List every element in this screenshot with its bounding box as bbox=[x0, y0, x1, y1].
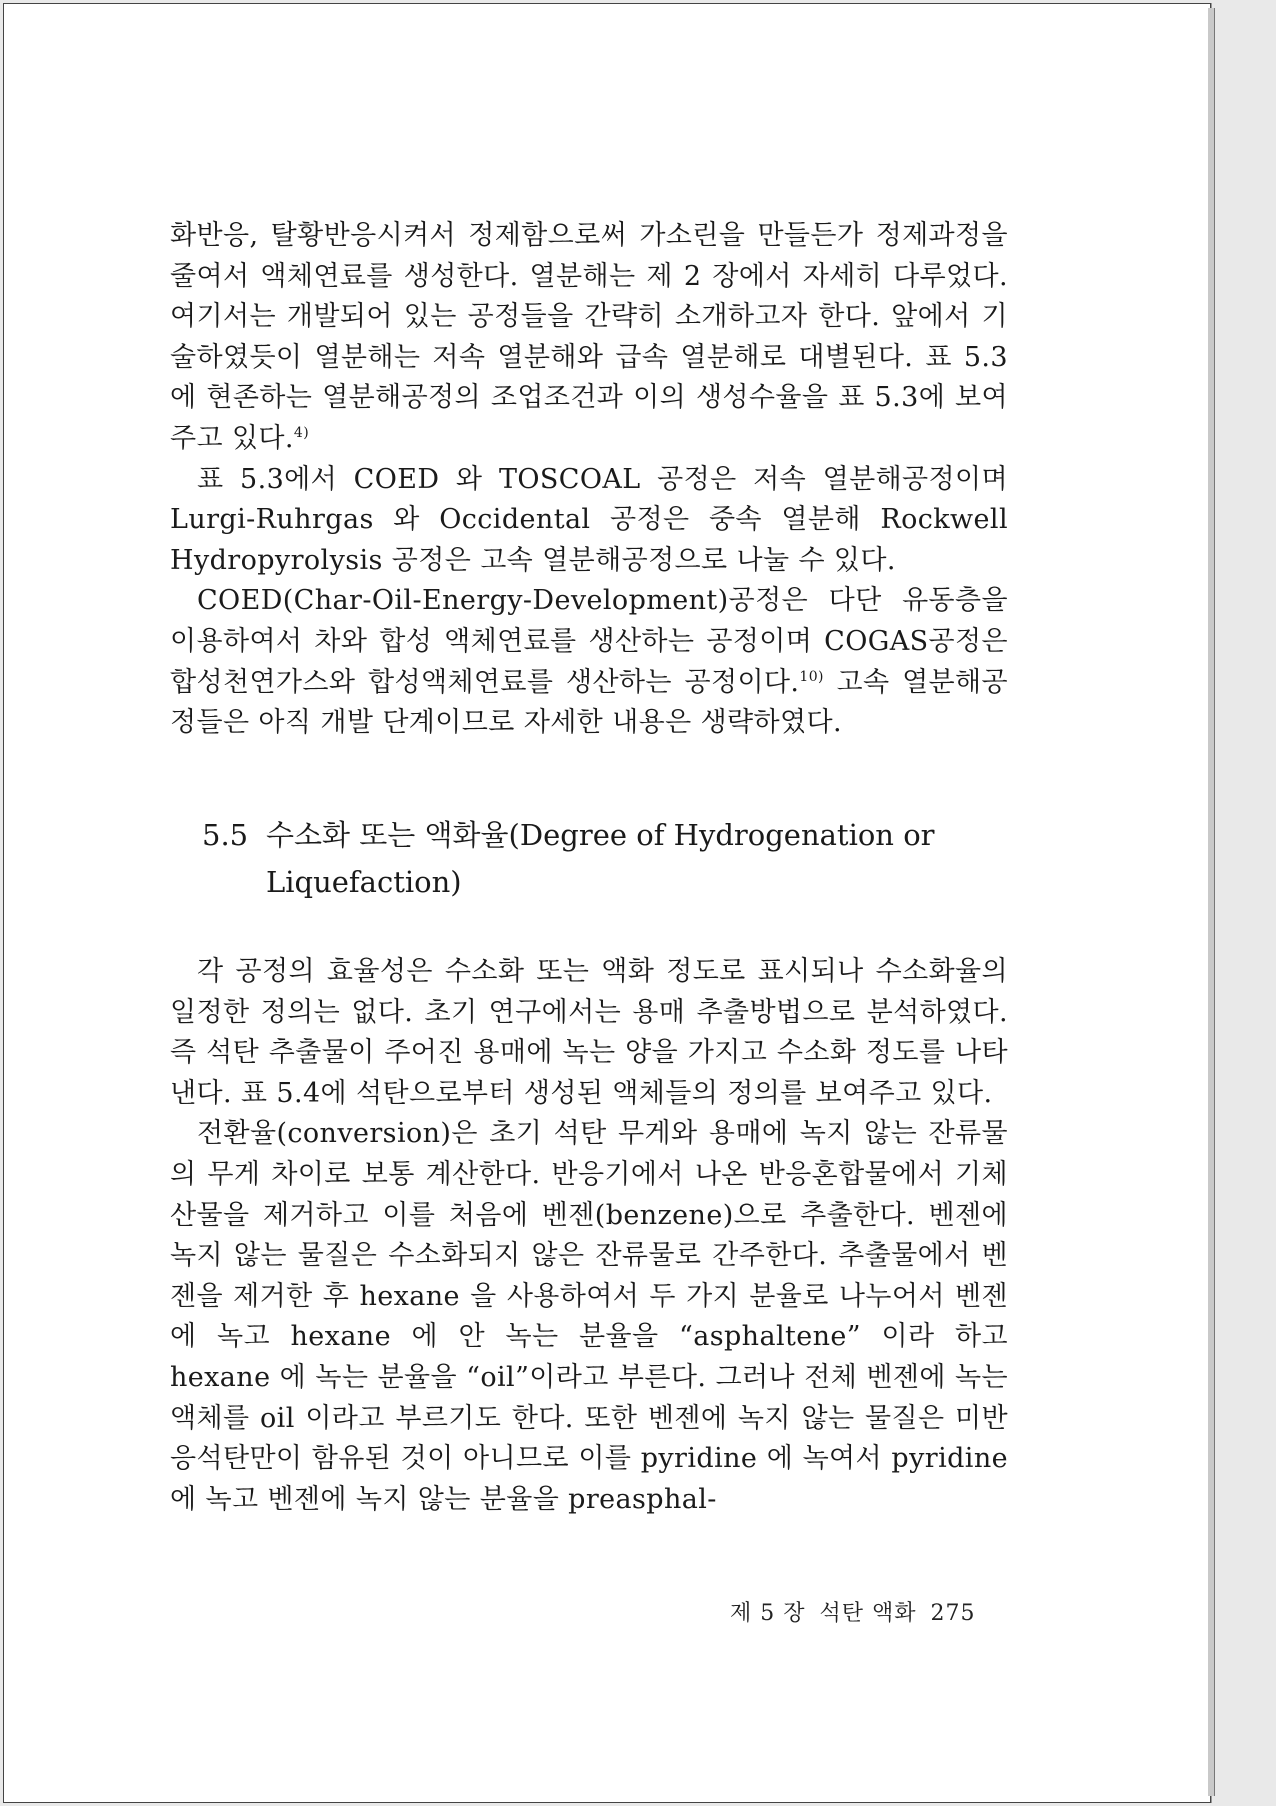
section-number: 5.5 bbox=[202, 818, 249, 852]
section-heading bbox=[202, 812, 1022, 906]
reference-marker: 10) bbox=[799, 668, 824, 685]
paragraph: 표 5.3에서 COED 와 TOSCOAL 공정은 저속 열분해공정이며 Lurgi-Ruhrgas 와 Occidental 공정은 중속 열분해 Rockwell Hydropyrolysis 공정은 고속 열분해공정으로 나눌 수 있다. bbox=[170, 463, 1008, 576]
page-number: 275 bbox=[930, 1601, 976, 1626]
paragraph: 각 공정의 효율성은 수소화 또는 액화 정도로 표시되나 수소화율의 일정한 정의는 없다. 초기 연구에서는 용매 추출방법으로 분석하였다. 즉 석탄 추출물이 주어진 용매에 녹는 양을 가지고 수소화 정도를 나타낸다. 표 5.4에 석탄으로부터 생성된 액체들의 정의를 보여주고 있다. bbox=[170, 956, 1008, 1109]
page-edge-shadow bbox=[1208, 8, 1215, 1796]
running-footer bbox=[730, 1596, 990, 1627]
section-title-line2: Liquefaction) bbox=[266, 865, 462, 899]
reference-marker: 4) bbox=[293, 424, 310, 441]
document-page bbox=[3, 3, 1211, 1803]
paragraph: COED(Char-Oil-Energy-Development)공정은 다단 유동층을 이용하여서 차와 합성 액체연료를 생산하는 공정이며 COGAS공정은 합성천연가스와 합성액체연료를 생산하는 공정이다.$^{10)}$ 고속 열분해공정들은 아직 개발 단계이므로 자세한 내용은 생략하였다. bbox=[170, 585, 1008, 739]
paragraph: 화반응, 탈황반응시켜서 정제함으로써 가소린을 만들든가 정제과정을 줄여서 액체연료를 생성한다. 열분해는 제 2 장에서 자세히 다루었다. 여기서는 개발되어 있는 공정들을 간략히 소개하고자 한다. 앞에서 기술하였듯이 열분해는 저속 열분해와 급속 열분해로 대별된다. 표 5.3에 현존하는 열분해공정의 조업조건과 이의 생성수율을 표 5.3에 보여주고 있다.$^{4)}$ bbox=[170, 220, 1008, 454]
footer-chapter: 제 5 장 bbox=[730, 1601, 806, 1626]
body-text-bottom bbox=[170, 952, 1008, 1520]
footer-chapter-title: 석탄 액화 bbox=[819, 1601, 917, 1626]
paragraph: 전환율(conversion)은 초기 석탄 무게와 용매에 녹지 않는 잔류물의 무게 차이로 보통 계산한다. 반응기에서 나온 반응혼합물에서 기체 산물을 제거하고 이를 처음에 벤젠(benzene)으로 추출한다. 벤젠에 녹지 않는 물질은 수소화되지 않은 잔류물로 간주한다. 추출물에서 벤젠을 제거한 후 hexane 을 사용하여서 두 가지 분율로 나누어서 벤젠에 녹고 hexane 에 안 녹는 분율을 “asphaltene” 이라 하고 hexane 에 녹는 분율을 “oil”이라고 부른다. 그러나 전체 벤젠에 녹는 액체를 oil 이라고 부르기도 한다. 또한 벤젠에 녹지 않는 물질은 미반응석탄만이 함유된 것이 아니므로 이를 pyridine 에 녹여서 pyridine 에 녹고 벤젠에 녹지 않는 분율을 preasphal- bbox=[170, 1118, 1008, 1515]
section-title-line1: 수소화 또는 액화율(Degree of Hydrogenation or bbox=[266, 818, 935, 852]
body-text-top bbox=[170, 216, 1008, 744]
